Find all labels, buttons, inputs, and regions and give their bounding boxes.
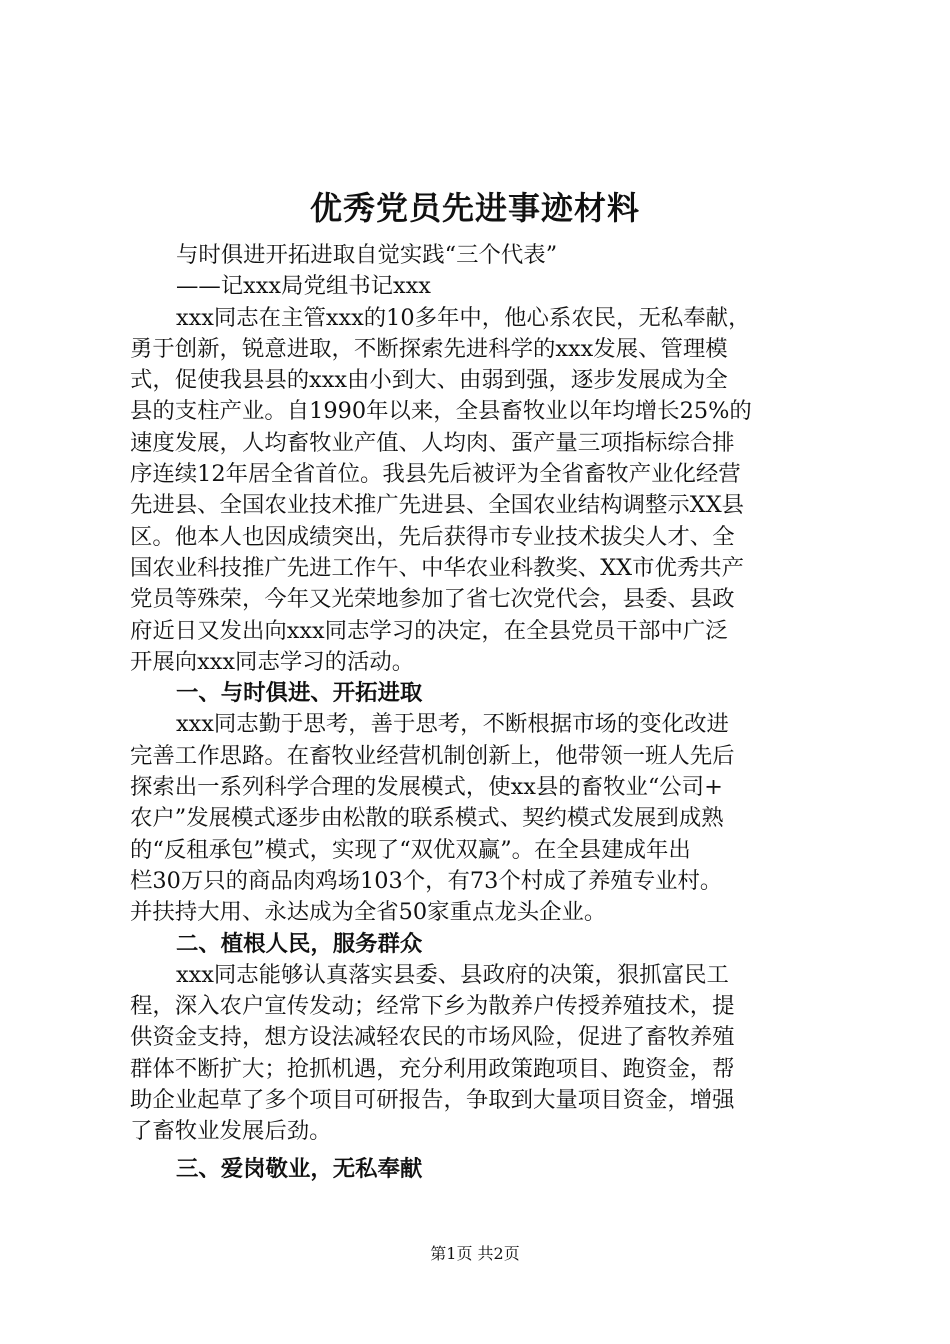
paragraph-line: 府近日又发出向xxx同志学习的决定，在全县党员干部中广泛 — [130, 617, 728, 644]
page-indicator: 第1页 共2页 — [430, 1244, 520, 1263]
paragraph-line: 栏30万只的商品肉鸡场103个，有73个村成了养殖专业村。 — [130, 867, 723, 894]
paragraph-line: 式，促使我县县的xxx由小到大、由弱到强，逐步发展成为全 — [130, 367, 728, 394]
paragraph-intro — [130, 303, 832, 679]
paragraph-line: 先进县、全国农业技术推广先进县、全国农业结构调整示XX县 — [130, 492, 745, 519]
paragraph-line: 勇于创新，锐意进取，不断探索先进科学的xxx发展、管理模 — [130, 335, 728, 362]
paragraph-section-2 — [130, 960, 832, 1148]
paragraph-line: xxx同志在主管xxx的10多年中，他心系农民，无私奉献， — [176, 304, 751, 331]
paragraph-line: 群体不断扩大；抢抓机遇，充分利用政策跑项目、跑资金，帮 — [130, 1055, 735, 1082]
paragraph-line: xxx同志能够认真落实县委、县政府的决策，狠抓富民工 — [176, 961, 729, 988]
paragraph-line: 的“反租承包”模式，实现了“双优双赢”。在全县建成年出 — [130, 836, 691, 863]
paragraph-line: 并扶持大用、永达成为全省50家重点龙头企业。 — [130, 899, 607, 926]
paragraph-line: 开展向xxx同志学习的活动。 — [130, 648, 415, 675]
section-heading-2: 二、植根人民，服务群众 — [176, 930, 423, 957]
paragraph-line: 供资金支持，想方设法减轻农民的市场风险，促进了畜牧养殖 — [130, 1024, 735, 1051]
paragraph-line: 党员等殊荣，今年又光荣地参加了省七次党代会，县委、县政 — [130, 586, 735, 613]
paragraph-line: 助企业起草了多个项目可研报告，争取到大量项目资金，增强 — [130, 1087, 735, 1114]
document-title: 优秀党员先进事迹材料 — [309, 189, 640, 227]
paragraph-line: 了畜牧业发展后劲。 — [130, 1118, 332, 1145]
paragraph-line: 国农业科技推广先进工作午、中华农业科教奖、XX市优秀共产 — [130, 554, 745, 581]
paragraph-section-1 — [130, 709, 832, 928]
paragraph-line: 程，深入农户宣传发动；经常下乡为散养户传授养殖技术，提 — [130, 993, 735, 1020]
paragraph-line: xxx同志勤于思考，善于思考，不断根据市场的变化改进 — [176, 711, 729, 738]
paragraph-line: 探索出一系列科学合理的发展模式，使xx县的畜牧业“公司+ — [130, 774, 723, 801]
paragraph-line: 农户”发展模式逐步由松散的联系模式、契约模式发展到成熟 — [130, 805, 724, 832]
document-body — [130, 240, 832, 1185]
document-subtitle: 与时俱进开拓进取自觉实践“三个代表” — [176, 242, 558, 268]
paragraph-line: 县的支柱产业。自1990年以来，全县畜牧业以年均增长25%的 — [130, 398, 752, 425]
section-heading-3: 三、爱岗敬业，无私奉献 — [176, 1155, 423, 1182]
paragraph-line: 速度发展，人均畜牧业产值、人均肉、蛋产量三项指标综合排 — [130, 429, 735, 456]
page-footer — [0, 1244, 950, 1264]
paragraph-line: 区。他本人也因成绩突出，先后获得市专业技术拔尖人才、全 — [130, 523, 735, 550]
document-byline: ——记xxx局党组书记xxx — [176, 273, 431, 300]
paragraph-line: 序连续12年居全省首位。我县先后被评为全省畜牧产业化经营 — [130, 461, 741, 488]
paragraph-line: 完善工作思路。在畜牧业经营机制创新上，他带领一班人先后 — [130, 742, 735, 769]
section-heading-1: 一、与时俱进、开拓进取 — [176, 680, 423, 707]
